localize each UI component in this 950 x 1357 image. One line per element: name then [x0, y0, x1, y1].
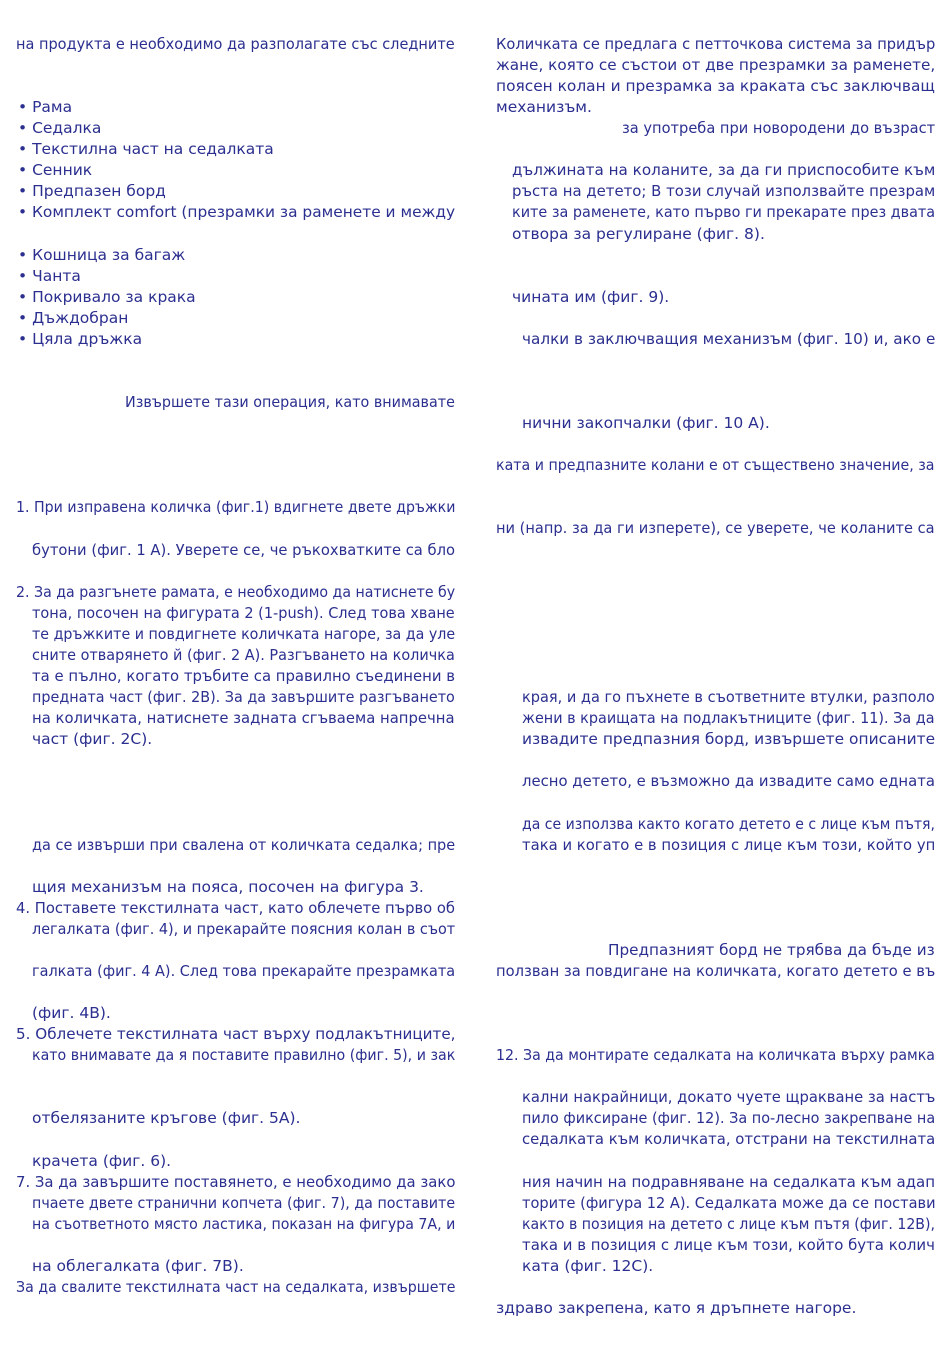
- text-line: ния начин на подравняване на седалката към адап: [522, 1173, 936, 1191]
- list-item: • Текстилна част на седалката: [18, 140, 274, 158]
- text-line: торите (фигура 12 А). Седалката може да се постави: [522, 1194, 936, 1212]
- text-line: част (фиг. 2C).: [32, 730, 153, 748]
- text-line: 5. Облечете текстилната част върху подлакътниците,: [16, 1025, 456, 1043]
- text-line: (фиг. 4B).: [32, 1004, 111, 1022]
- text-line: 12. За да монтирате седалката на количката върху рамка: [496, 1046, 935, 1064]
- text-line: чалки в заключващия механизъм (фиг. 10) и, ако е: [522, 330, 936, 348]
- text-line: нични закопчалки (фиг. 10 А).: [522, 414, 770, 432]
- text-line: на облегалката (фиг. 7B).: [32, 1257, 244, 1275]
- text-line: извадите предпазния борд, извършете описаните: [522, 730, 936, 748]
- text-line: така и в позиция с лице към този, който бута колич: [522, 1236, 935, 1254]
- text-line: механизъм.: [496, 98, 592, 116]
- text-line: бутони (фиг. 1 А). Уверете се, че ръкохватките са бло: [32, 541, 456, 559]
- list-item: • Чанта: [18, 267, 81, 285]
- text-line: седалката към количката, отстрани на текстилната: [522, 1130, 936, 1148]
- text-line: жане, която се състои от две презрамки за раменете,: [496, 56, 936, 74]
- text-line: ръста на детето; В този случай използвайте презрам: [512, 182, 936, 200]
- text-line: да се използва както когато детето е с лице към пътя,: [522, 815, 935, 833]
- text-line: както в позиция на детето с лице към пътя (фиг. 12B),: [522, 1215, 935, 1233]
- text-line: отбелязаните кръгове (фиг. 5А).: [32, 1109, 301, 1127]
- list-item: • Сенник: [18, 161, 93, 179]
- list-item: • Предпазен борд: [18, 182, 166, 200]
- text-line: ката и предпазните колани е от съществено значение, за: [496, 456, 935, 474]
- text-line: жени в краищата на подлакътниците (фиг. 11). За да: [522, 709, 935, 727]
- text-line: те дръжките и повдигнете количката нагоре, за да уле: [32, 625, 456, 643]
- text-line: лесно детето, е възможно да извадите само едната: [522, 772, 935, 790]
- text-line: здраво закрепена, като я дръпнете нагоре.: [496, 1299, 857, 1317]
- text-line: ползван за повдигане на количката, когато детето е въ: [496, 962, 936, 980]
- text-line: ни (напр. за да ги изперете), се уверете, че коланите са: [496, 519, 935, 537]
- text-line: сните отварянето й (фиг. 2 А). Разгъването на количка: [32, 646, 455, 664]
- text-line: 4. Поставете текстилната част, като облечете първо об: [16, 899, 456, 917]
- text-line: крачета (фиг. 6).: [32, 1152, 172, 1170]
- list-item: • Кошница за багаж: [18, 246, 186, 264]
- text-line: легалката (фиг. 4), и прекарайте поясния колан в съот: [32, 920, 456, 938]
- list-item: • Покривало за крака: [18, 288, 196, 306]
- list-item: • Рама: [18, 98, 73, 116]
- text-line: 2. За да разгънете рамата, е необходимо да натиснете бу: [16, 583, 456, 601]
- text-line: щия механизъм на пояса, посочен на фигура 3.: [32, 878, 424, 896]
- text-line: пило фиксиране (фиг. 12). За по-лесно закрепване на: [522, 1109, 936, 1127]
- text-line: като внимавате да я поставите правилно (фиг. 5), и зак: [32, 1046, 456, 1064]
- list-item: • Седалка: [18, 119, 102, 137]
- text-line: така и когато е в позиция с лице към този, който уп: [522, 836, 936, 854]
- text-line: тона, посочен на фигурата 2 (1-push). След това хване: [32, 604, 455, 622]
- list-item: • Цяла дръжка: [18, 330, 143, 348]
- text-line: чината им (фиг. 9).: [512, 288, 670, 306]
- text-line: на продукта е необходимо да разполагате със следните: [16, 35, 455, 53]
- text-line: галката (фиг. 4 А). След това прекарайте презрамката: [32, 962, 456, 980]
- text-line: ката (фиг. 12C).: [522, 1257, 654, 1275]
- text-line: отвора за регулиране (фиг. 8).: [512, 225, 765, 243]
- text-line: За да свалите текстилната част на седалката, извършете: [16, 1278, 456, 1296]
- text-line: 7. За да завършите поставянето, е необходимо да зако: [16, 1173, 456, 1191]
- text-line: края, и да го пъхнете в съответните втулки, разполо: [522, 688, 935, 706]
- list-item: • Дъждобран: [18, 309, 129, 327]
- text-line: да се извърши при свалена от количката седалка; пре: [32, 836, 456, 854]
- text-line: предната част (фиг. 2B). За да завършите разгъването: [32, 688, 455, 706]
- text-line: на количката, натиснете задната сгъваема напречна: [32, 709, 455, 727]
- text-line: на съответното място ластика, показан на фигура 7А, и: [32, 1215, 456, 1233]
- text-line: та е пълно, когато тръбите са правилно съединени в: [32, 667, 455, 685]
- list-item: • Комплект comfort (презрамки за раменете и между: [18, 203, 456, 221]
- text-line: Предпазният борд не трябва да бъде из: [608, 941, 935, 959]
- text-line: пчаете двете странични копчета (фиг. 7), да поставите: [32, 1194, 456, 1212]
- text-line: поясен колан и презрамка за краката със заключващ: [496, 77, 935, 95]
- text-line: Извършете тази операция, като внимавате: [125, 393, 455, 411]
- text-line: дължината на коланите, за да ги приспособите към: [512, 161, 936, 179]
- text-line: Количката се предлага с петточкова система за придър: [496, 35, 936, 53]
- text-line: 1. При изправена количка (фиг.1) вдигнете двете дръжки: [16, 498, 456, 516]
- text-line: кални накрайници, докато чуете щракване за настъ: [522, 1088, 936, 1106]
- text-line: ките за раменете, като първо ги прекарате през двата: [512, 203, 936, 221]
- text-line: за употреба при новородени до възраст: [622, 119, 936, 137]
